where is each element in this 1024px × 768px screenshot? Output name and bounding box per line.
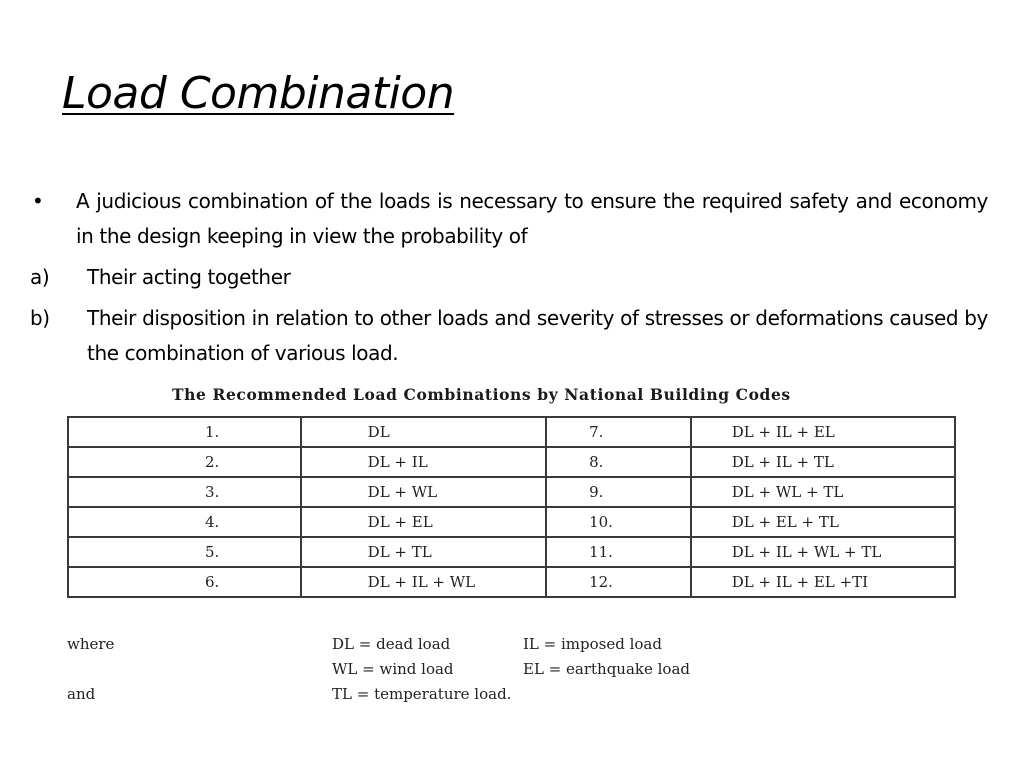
table-cell-combination: DL + EL	[301, 507, 546, 537]
table-cell-number: 2.	[68, 447, 301, 477]
bullet-item	[30, 184, 988, 254]
table-row	[68, 537, 955, 567]
table-row	[68, 477, 955, 507]
legend	[67, 632, 827, 707]
table-cell-number: 4.	[68, 507, 301, 537]
list-item-a	[30, 260, 988, 295]
bullet-text: A judicious combination of the loads is necessary to ensure the required safety and economy in the design keeping in view the probability of	[76, 189, 988, 248]
legend-where: where	[67, 635, 115, 653]
table-cell-combination: DL + IL + EL +TI	[691, 567, 955, 597]
legend-dl: DL = dead load	[332, 635, 451, 653]
list-item-b	[30, 301, 988, 371]
table-cell-combination: DL + IL + EL	[691, 417, 955, 447]
table-cell-number: 12.	[546, 567, 691, 597]
table-row	[68, 417, 955, 447]
table-cell-number: 6.	[68, 567, 301, 597]
legend-tl: TL = temperature load.	[332, 685, 512, 703]
bullet-marker: •	[32, 189, 44, 213]
table-cell-number: 1.	[68, 417, 301, 447]
table-cell-number: 5.	[68, 537, 301, 567]
slide-body	[30, 184, 988, 377]
table-cell-number: 7.	[546, 417, 691, 447]
table-cell-combination: DL + WL + TL	[691, 477, 955, 507]
list-marker-b: b)	[30, 306, 50, 330]
load-combination-table	[67, 416, 956, 598]
legend-row	[67, 657, 827, 682]
table-cell-combination: DL + IL + TL	[691, 447, 955, 477]
table-cell-combination: DL + IL + WL + TL	[691, 537, 955, 567]
table-cell-combination: DL + IL + WL	[301, 567, 546, 597]
table-cell-combination: DL + TL	[301, 537, 546, 567]
list-text-b: Their disposition in relation to other loads and severity of stresses or deformations caused by the combination of various load.	[87, 306, 988, 365]
table-caption: The Recommended Load Combinations by National Building Codes	[172, 385, 791, 404]
table-cell-number: 9.	[546, 477, 691, 507]
table-row	[68, 507, 955, 537]
table-cell-combination: DL	[301, 417, 546, 447]
table-row	[68, 447, 955, 477]
legend-il: IL = imposed load	[523, 635, 662, 653]
legend-wl: WL = wind load	[332, 660, 454, 678]
table-row	[68, 567, 955, 597]
slide-title: Load Combination	[62, 68, 455, 119]
table-cell-combination: DL + IL	[301, 447, 546, 477]
table-cell-number: 10.	[546, 507, 691, 537]
legend-row	[67, 632, 827, 657]
table-cell-number: 3.	[68, 477, 301, 507]
legend-and: and	[67, 685, 96, 703]
table-cell-number: 11.	[546, 537, 691, 567]
table-cell-combination: DL + WL	[301, 477, 546, 507]
table-cell-number: 8.	[546, 447, 691, 477]
legend-el: EL = earthquake load	[523, 660, 691, 678]
table-cell-combination: DL + EL + TL	[691, 507, 955, 537]
list-text-a: Their acting together	[87, 265, 291, 289]
legend-row	[67, 682, 827, 707]
list-marker-a: a)	[30, 265, 50, 289]
